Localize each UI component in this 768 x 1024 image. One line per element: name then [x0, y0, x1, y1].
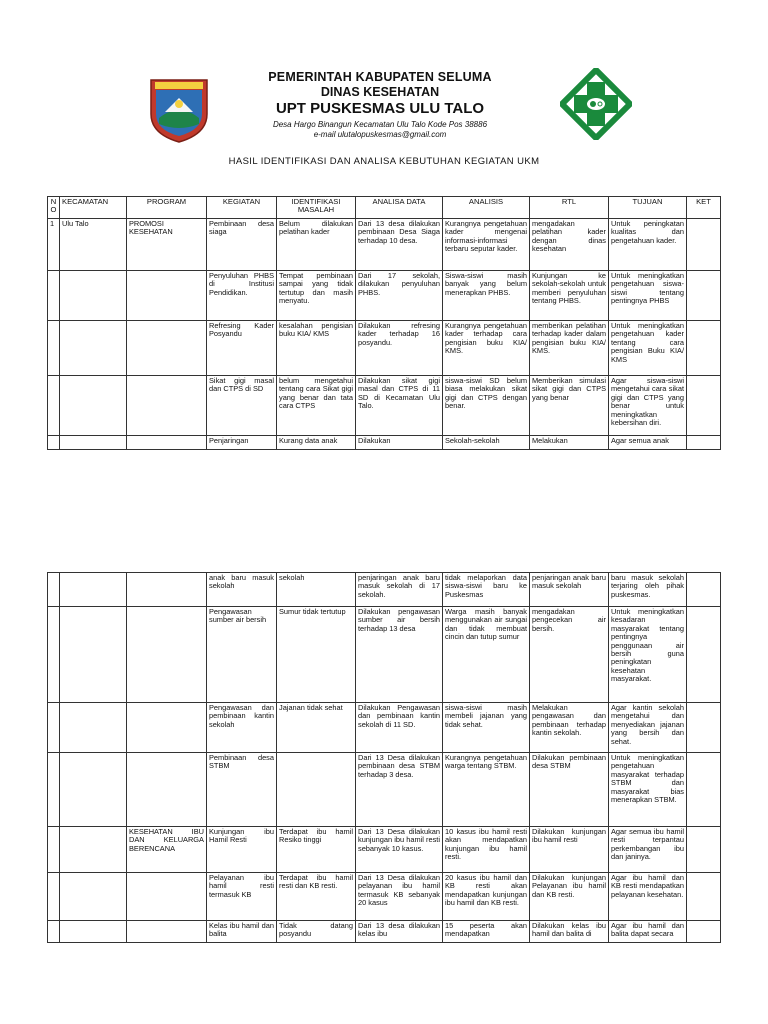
col-header-rtl: RTL	[530, 197, 609, 219]
letterhead	[230, 70, 530, 140]
institution-name: UPT PUSKESMAS ULU TALO	[275, 100, 485, 117]
cell-analisis: Kurangnya pengetahuan warga tentang STBM.	[443, 753, 530, 827]
cell-ket	[687, 376, 721, 436]
cell-program	[127, 753, 207, 827]
col-header-analisa-data: ANALISA DATA	[356, 197, 443, 219]
cell-program	[127, 376, 207, 436]
table-row	[48, 376, 721, 436]
cell-kegiatan: Pembinaan desa siaga	[207, 219, 277, 271]
cell-analisis: 15 peserta akan mendapatkan	[443, 921, 530, 943]
cell-ket	[687, 436, 721, 450]
cell-rtl: Memberikan simulasi sikat gigi dan CTPS yang benar	[530, 376, 609, 436]
cell-analisa-data: Dari 13 desa dilakukan kelas ibu	[356, 921, 443, 943]
cell-masalah: Belum dilakukan pelatihan kader	[277, 219, 356, 271]
cell-rtl: Dilakukan kunjungan Pelayanan ibu hamil dan KB resti.	[530, 873, 609, 921]
col-header-kegiatan: KEGIATAN	[207, 197, 277, 219]
department-name: DINAS KESEHATAN	[320, 85, 440, 99]
cell-masalah: Kurang data anak	[277, 436, 356, 450]
cell-kegiatan: Kelas ibu hamil dan balita	[207, 921, 277, 943]
cell-ket	[687, 753, 721, 827]
cell-analisis: 20 kasus ibu hamil dan KB resti akan mendapatkan kunjungan ibu hamil dan KB resti.	[443, 873, 530, 921]
cell-kecamatan	[60, 573, 127, 607]
cell-analisa-data: Dari 13 Desa dilakukan kunjungan ibu hamil resti sebanyak 10 kasus.	[356, 827, 443, 873]
cell-masalah: Tempat pembinaan sampai yang tidak tertutup dan masih menyatu.	[277, 271, 356, 321]
cell-kecamatan	[60, 607, 127, 703]
cell-kecamatan	[60, 271, 127, 321]
cell-kegiatan: Penyuluhan PHBS di Institusi Pendidikan.	[207, 271, 277, 321]
cell-tujuan: Agar kantin sekolah mengetahui dan menyediakan jajanan yang bersih dan sehat.	[609, 703, 687, 753]
cell-kecamatan: Ulu Talo	[60, 219, 127, 271]
cell-kecamatan	[60, 827, 127, 873]
cell-analisa-data: Dilakukan sikat gigi masal dan CTPS di 11 SD di Kecamatan Ulu Talo.	[356, 376, 443, 436]
cell-ket	[687, 921, 721, 943]
col-header-program: PROGRAM	[127, 197, 207, 219]
cell-analisa-data: Dari 13 desa dilakukan pembinaan Desa Siaga terhadap 10 desa.	[356, 219, 443, 271]
cell-ket	[687, 271, 721, 321]
cell-no	[48, 321, 60, 376]
cell-ket	[687, 873, 721, 921]
cell-rtl: Dilakukan kunjungan ibu hamil resti	[530, 827, 609, 873]
cell-kecamatan	[60, 753, 127, 827]
table-row	[48, 921, 721, 943]
cell-kecamatan	[60, 376, 127, 436]
table-row	[48, 271, 721, 321]
cell-kecamatan	[60, 873, 127, 921]
cell-kecamatan	[60, 703, 127, 753]
cell-analisa-data: Dilakukan Pengawasan dan pembinaan kantin sekolah di 11 SD.	[356, 703, 443, 753]
cell-kegiatan: Sikat gigi masal dan CTPS di SD	[207, 376, 277, 436]
cell-program	[127, 703, 207, 753]
seluma-regency-logo	[147, 74, 211, 144]
table-row	[48, 703, 721, 753]
cell-tujuan: baru masuk sekolah terjaring oleh pihak puskesmas.	[609, 573, 687, 607]
cell-analisa-data: penjaringan anak baru masuk sekolah di 17 sekolah.	[356, 573, 443, 607]
cell-no	[48, 573, 60, 607]
cell-kegiatan: Pembinaan desa STBM	[207, 753, 277, 827]
cell-analisis: Warga masih banyak menggunakan air sungai dan tidak membuat cincin dan tutup sumur	[443, 607, 530, 703]
cell-analisis: Kurangnya pengetahuan kader mengenai informasi-informasi terbaru seputar kader.	[443, 219, 530, 271]
puskesmas-logo	[560, 68, 632, 140]
cell-tujuan: Untuk meningkatkan kesadaran masyarakat tentang pentingnya penggunaan air bersih guna peningkatan kesehatan masyarakat.	[609, 607, 687, 703]
cell-program	[127, 436, 207, 450]
cell-tujuan: Untuk peningkatan kualitas dan pengetahuan kader.	[609, 219, 687, 271]
table-row	[48, 827, 721, 873]
col-header-analisis: ANALISIS	[443, 197, 530, 219]
table-row	[48, 873, 721, 921]
cell-analisis: Siswa-siswi masih banyak yang belum menerapkan PHBS.	[443, 271, 530, 321]
cell-analisa-data: Dari 13 Desa dilakukan pembinaan desa STBM terhadap 3 desa.	[356, 753, 443, 827]
cell-masalah	[277, 753, 356, 827]
cell-analisis: siswa-siswi SD belum biasa melakukan sikat gigi dan CTPS dengan benar.	[443, 376, 530, 436]
cell-no	[48, 376, 60, 436]
cell-masalah: belum mengetahui tentang cara Sikat gigi yang benar dan tata cara CTPS	[277, 376, 356, 436]
cell-analisis: 10 kasus ibu hamil resti akan mendapatkan kunjungan ibu hamil resti.	[443, 827, 530, 873]
cell-analisis: Sekolah-sekolah	[443, 436, 530, 450]
cell-ket	[687, 573, 721, 607]
cell-ket	[687, 703, 721, 753]
table-header	[48, 197, 721, 219]
address: Desa Hargo Binangun Kecamatan Ulu Talo Kode Pos 38886	[272, 120, 488, 129]
cell-rtl: memberikan pelatihan terhadap kader dalam pengisian buku KIA/ KMS.	[530, 321, 609, 376]
cell-kegiatan: Kunjungan ibu Hamil Resti	[207, 827, 277, 873]
cell-ket	[687, 827, 721, 873]
cell-tujuan: Agar ibu hamil dan balita dapat secara	[609, 921, 687, 943]
cell-ket	[687, 607, 721, 703]
col-header-tujuan: TUJUAN	[609, 197, 687, 219]
cell-kegiatan: Pengawasan dan pembinaan kantin sekolah	[207, 703, 277, 753]
cell-program: PROMOSI KESEHATAN	[127, 219, 207, 271]
cell-masalah: Tidak datang posyandu	[277, 921, 356, 943]
email: e-mail ulutalopuskesmas@gmail.com	[313, 130, 447, 139]
cell-analisa-data: Dari 13 Desa dilakukan pelayanan ibu hamil termasuk KB sebanyak 20 kasus	[356, 873, 443, 921]
cell-program	[127, 921, 207, 943]
cell-tujuan: Untuk meningkatkan pengetahuan kader tentang cara pengisian Buku KIA/ KMS	[609, 321, 687, 376]
cell-program	[127, 271, 207, 321]
cell-analisa-data: Dilakukan refresing kader terhadap 16 posyandu.	[356, 321, 443, 376]
cell-rtl: mengadakan pelatihan kader dengan dinas kesehatan	[530, 219, 609, 271]
cell-program	[127, 573, 207, 607]
table-row	[48, 573, 721, 607]
government-name: PEMERINTAH KABUPATEN SELUMA	[268, 70, 492, 84]
cell-masalah: sekolah	[277, 573, 356, 607]
cell-program	[127, 321, 207, 376]
cell-rtl: Dilakukan pembinaan desa STBM	[530, 753, 609, 827]
cell-tujuan: Untuk meningkatkan pengetahuan masyarakat terhadap STBM dan masyarakat bias menerapkan STBM.	[609, 753, 687, 827]
cell-no	[48, 921, 60, 943]
col-header-ket: KET	[687, 197, 721, 219]
cell-rtl: Melakukan	[530, 436, 609, 450]
cell-tujuan: Agar semua anak	[609, 436, 687, 450]
cell-tujuan: Agar siswa-siswi mengetahui cara sikat gigi dan CTPS yang benar untuk meningkatkan kebersihan diri.	[609, 376, 687, 436]
table-row	[48, 753, 721, 827]
cell-kecamatan	[60, 436, 127, 450]
cell-kegiatan: Pengawasan sumber air bersih	[207, 607, 277, 703]
table-row	[48, 321, 721, 376]
cell-program: KESEHATAN IBU DAN KELUARGA BERENCANA	[127, 827, 207, 873]
cell-analisis: tidak melaporkan data siswa-siswi baru ke Puskesmas	[443, 573, 530, 607]
cell-no	[48, 607, 60, 703]
cell-tujuan: Agar ibu hamil dan KB resti mendapatkan pelayanan kesehatan.	[609, 873, 687, 921]
analysis-table-page-1	[47, 196, 721, 450]
cell-tujuan: Untuk meningkatkan pengetahuan siswa-siswi tentang pentingnya PHBS	[609, 271, 687, 321]
analysis-table-page-2	[47, 572, 721, 943]
cell-program	[127, 873, 207, 921]
table-row	[48, 436, 721, 450]
cell-kegiatan: Penjaringan	[207, 436, 277, 450]
cell-analisa-data: Dilakukan pengawasan sumber air bersih terhadap 13 desa	[356, 607, 443, 703]
cell-kecamatan	[60, 921, 127, 943]
cell-tujuan: Agar semua ibu hamil resti terpantau perkembangan ibu dan janinya.	[609, 827, 687, 873]
cell-ket	[687, 219, 721, 271]
cell-masalah: Sumur tidak tertutup	[277, 607, 356, 703]
cell-no	[48, 873, 60, 921]
cell-program	[127, 607, 207, 703]
document-title: HASIL IDENTIFIKASI DAN ANALISA KEBUTUHAN KEGIATAN UKM	[228, 156, 540, 167]
cell-rtl: penjaringan anak baru masuk sekolah	[530, 573, 609, 607]
cell-no	[48, 703, 60, 753]
cell-rtl: mengadakan pengecekan air bersih.	[530, 607, 609, 703]
cell-kegiatan: Pelayanan ibu hamil resti termasuk KB	[207, 873, 277, 921]
cell-rtl: Melakukan pengawasan dan pembinaan terhadap kantin sekolah.	[530, 703, 609, 753]
cell-masalah: Jajanan tidak sehat	[277, 703, 356, 753]
cell-no: 1	[48, 219, 60, 271]
cell-no	[48, 271, 60, 321]
col-header-identifikasi: IDENTIFIKASI MASALAH	[277, 197, 356, 219]
table-row	[48, 607, 721, 703]
table-row	[48, 219, 721, 271]
cell-analisis: Kurangnya pengetahuan kader terhadap cara pengisian buku KIA/ KMS.	[443, 321, 530, 376]
col-header-kecamatan: KECAMATAN	[60, 197, 127, 219]
cell-kegiatan: anak baru masuk sekolah	[207, 573, 277, 607]
cell-no	[48, 827, 60, 873]
cell-analisa-data: Dari 17 sekolah, dilakukan penyuluhan PHBS.	[356, 271, 443, 321]
cell-masalah: kesalahan pengisian buku KIA/ KMS	[277, 321, 356, 376]
cell-analisis: siswa-siswi masih membeli jajanan yang tidak sehat.	[443, 703, 530, 753]
cell-rtl: Dilakukan kelas ibu hamil dan balita di	[530, 921, 609, 943]
col-header-no: N O	[48, 197, 60, 219]
cell-ket	[687, 321, 721, 376]
cell-masalah: Terdapat ibu hamil Resiko tinggi	[277, 827, 356, 873]
cell-analisa-data: Dilakukan	[356, 436, 443, 450]
cell-no	[48, 753, 60, 827]
cell-kegiatan: Refresing Kader Posyandu	[207, 321, 277, 376]
cell-masalah: Terdapat ibu hamil resti dan KB resti.	[277, 873, 356, 921]
cell-rtl: Kunjungan ke sekolah-sekolah untuk memberi penyuluhan tentang PHBS.	[530, 271, 609, 321]
cell-kecamatan	[60, 321, 127, 376]
cell-no	[48, 436, 60, 450]
